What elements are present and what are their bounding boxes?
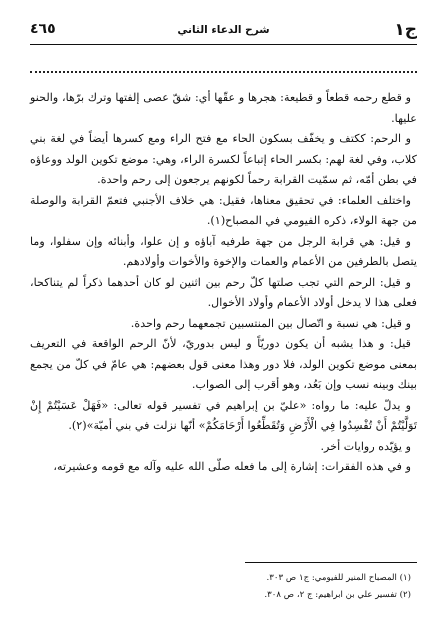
- paragraph: و يؤيّده روايات أخر.: [320, 439, 411, 453]
- paragraph: و يدلّ عليه: ما رواه: «عليّ بن إبراهيم في تفسير قوله تعالى: «فَهَلْ عَسَيْتُمْ إِنْ تَوَلَّيْتُمْ أَنْ تُفْسِدُوا فِي الْأَرْضِ وَتُقَطِّعُوا أَرْحَامَكُمْ» أنّها نزلت في بني أميّة»(٢).: [30, 398, 417, 432]
- paragraph: و قيل: الرحم التي تجب صلتها كلّ رحم بين اثنين لو كان أحدهما ذكراً لم يتناكحا، فعلى هذا لا يدخل أولاد الأعمام وأولاد الأخوال.: [30, 275, 417, 309]
- paragraph: قيل: و هذا يشبه أن يكون دوريّاً و ليس بدوريّ، لأنّ الرحم الواقعة في التعريف بمعنى موضع تكوين الولد، فلا دور وهذا معنى قول بعضهم: هي عامّ في كلّ من يجمع بينك وبينه نسب وإن بَعُد، وهو أقرب إلى الصواب.: [30, 337, 417, 391]
- main-text: [30, 88, 417, 478]
- paragraph: و الرحم: ككتف و يخفّف بسكون الحاء مع فتح الراء ومع كسرها أيضاً في لغة بني كلاب، وفي لغة لهم: بكسر الحاء إتباعاً لكسرة الراء، وهي: موضع تكوين الولد ووعاؤه في بطن أمّه، ثم سمّيت القرابة رحماً لكونهم يرجعون إلى رحم واحدة.: [30, 132, 417, 186]
- footnote-rule: [245, 562, 417, 563]
- running-title: شرح الدعاء الثاني: [177, 24, 270, 36]
- volume-label: ج١: [394, 20, 417, 40]
- page-number: ٤٦٥: [30, 21, 56, 37]
- paragraph: و قيل: هي نسبة و اتّصال بين المنتسبين تجمعهما رحم واحدة.: [130, 316, 411, 330]
- footnote: (١) المصباح المنير للفيومي: ج١ ص ٣٠٣.: [266, 573, 411, 583]
- paragraph: و قطع رحمه قطعاً و قطيعة: هجرها و عقّها أي: شقّ عصى إلفتها وترك برّها، والحنو عليها.: [30, 91, 417, 125]
- page-header: [30, 14, 417, 48]
- header-rule: [30, 44, 417, 45]
- paragraph: واختلف العلماء: في تحقيق معناها، فقيل: هي خلاف الأجنبي فتعمّ القرابة والوصلة من جهة الولاء، ذكره الفيومي في المصباح(١).: [30, 193, 417, 227]
- dotted-separator: [30, 71, 417, 73]
- paragraph: و قيل: هي قرابة الرجل من جهة طرفيه آباؤه و إن علوا، وأبنائه وإن سفلوا، وما يتصل بالطرفين من الأعمام والعمات والإخوة والأخوات وأولادهم.: [30, 234, 417, 268]
- footnotes: [30, 570, 417, 604]
- footnote: (٢) تفسير علي بن ابراهيم: ج ٢، ص ٣٠٨.: [264, 590, 411, 600]
- paragraph: و في هذه الفقرات: إشارة إلى ما فعله صلّى الله عليه وآله مع قومه وعشيرته،: [53, 460, 411, 473]
